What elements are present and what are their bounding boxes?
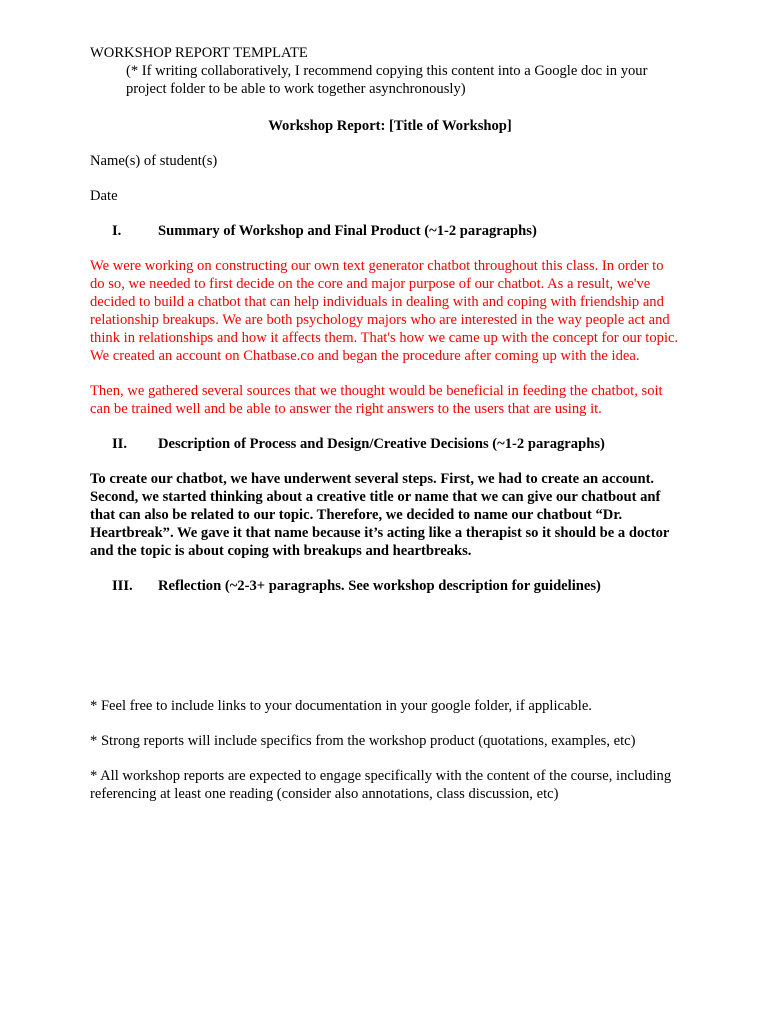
section-heading-reflection — [90, 577, 690, 595]
summary-paragraph-1: We were working on constructing our own text generator chatbot throughout this class. In order to do so, we needed to first decide on the core and major purpose of our chatbot. As a result, we've decided to build a chatbot that can help individuals in dealing with and coping with friendship and relationship breakups. We are both psychology majors who are interested in the way people act and think in relationships and how it affects them. That's how we came up with the concept for our topic. We created an account on Chatbase.co and began the procedure after coming up with the idea. — [90, 258, 679, 364]
document-page — [90, 44, 690, 803]
section-heading-process — [90, 435, 690, 453]
section-title: Description of Process and Design/Creative Decisions (~1-2 paragraphs) — [158, 436, 605, 452]
process-paragraph-1: To create our chatbot, we have underwent several steps. First, we had to create an account. Second, we started thinking about a creative title or name that we can give our chatbout anf that can also be related to our topic. Therefore, we decided to name our chatbout “Dr. Heartbreak”. We gave it that name because it’s acting like a therapist so it should be a doctor and the topic is about coping with breakups and heartbreaks. — [90, 471, 670, 559]
section-title: Reflection (~2-3+ paragraphs. See workshop description for guidelines) — [158, 578, 601, 594]
summary-paragraph-2: Then, we gathered several sources that we thought would be beneficial in feeding the chatbot, soit can be trained well and be able to answer the right answers to the users that are using it. — [90, 383, 663, 417]
template-title: WORKSHOP REPORT TEMPLATE — [90, 45, 308, 61]
section-number: II. — [112, 436, 128, 452]
note-specifics: * Strong reports will include specifics from the workshop product (quotations, examples, etc) — [90, 733, 636, 749]
template-note: (* If writing collaboratively, I recommend copying this content into a Google doc in your project folder to be able to work together asynchronously) — [126, 63, 648, 97]
section-number: I. — [112, 223, 122, 239]
reflection-blank-space — [90, 595, 690, 680]
report-title: Workshop Report: [Title of Workshop] — [268, 118, 512, 134]
date-label: Date — [90, 188, 118, 204]
section-number: III. — [112, 578, 133, 594]
section-title: Summary of Workshop and Final Product (~1-2 paragraphs) — [158, 223, 537, 239]
note-course-content: * All workshop reports are expected to engage specifically with the content of the course, including referencing at least one reading (consider also annotations, class discussion, etc) — [90, 768, 672, 802]
note-links: * Feel free to include links to your documentation in your google folder, if applicable. — [90, 698, 592, 714]
section-heading-summary — [90, 222, 690, 240]
student-names-label: Name(s) of student(s) — [90, 153, 218, 169]
